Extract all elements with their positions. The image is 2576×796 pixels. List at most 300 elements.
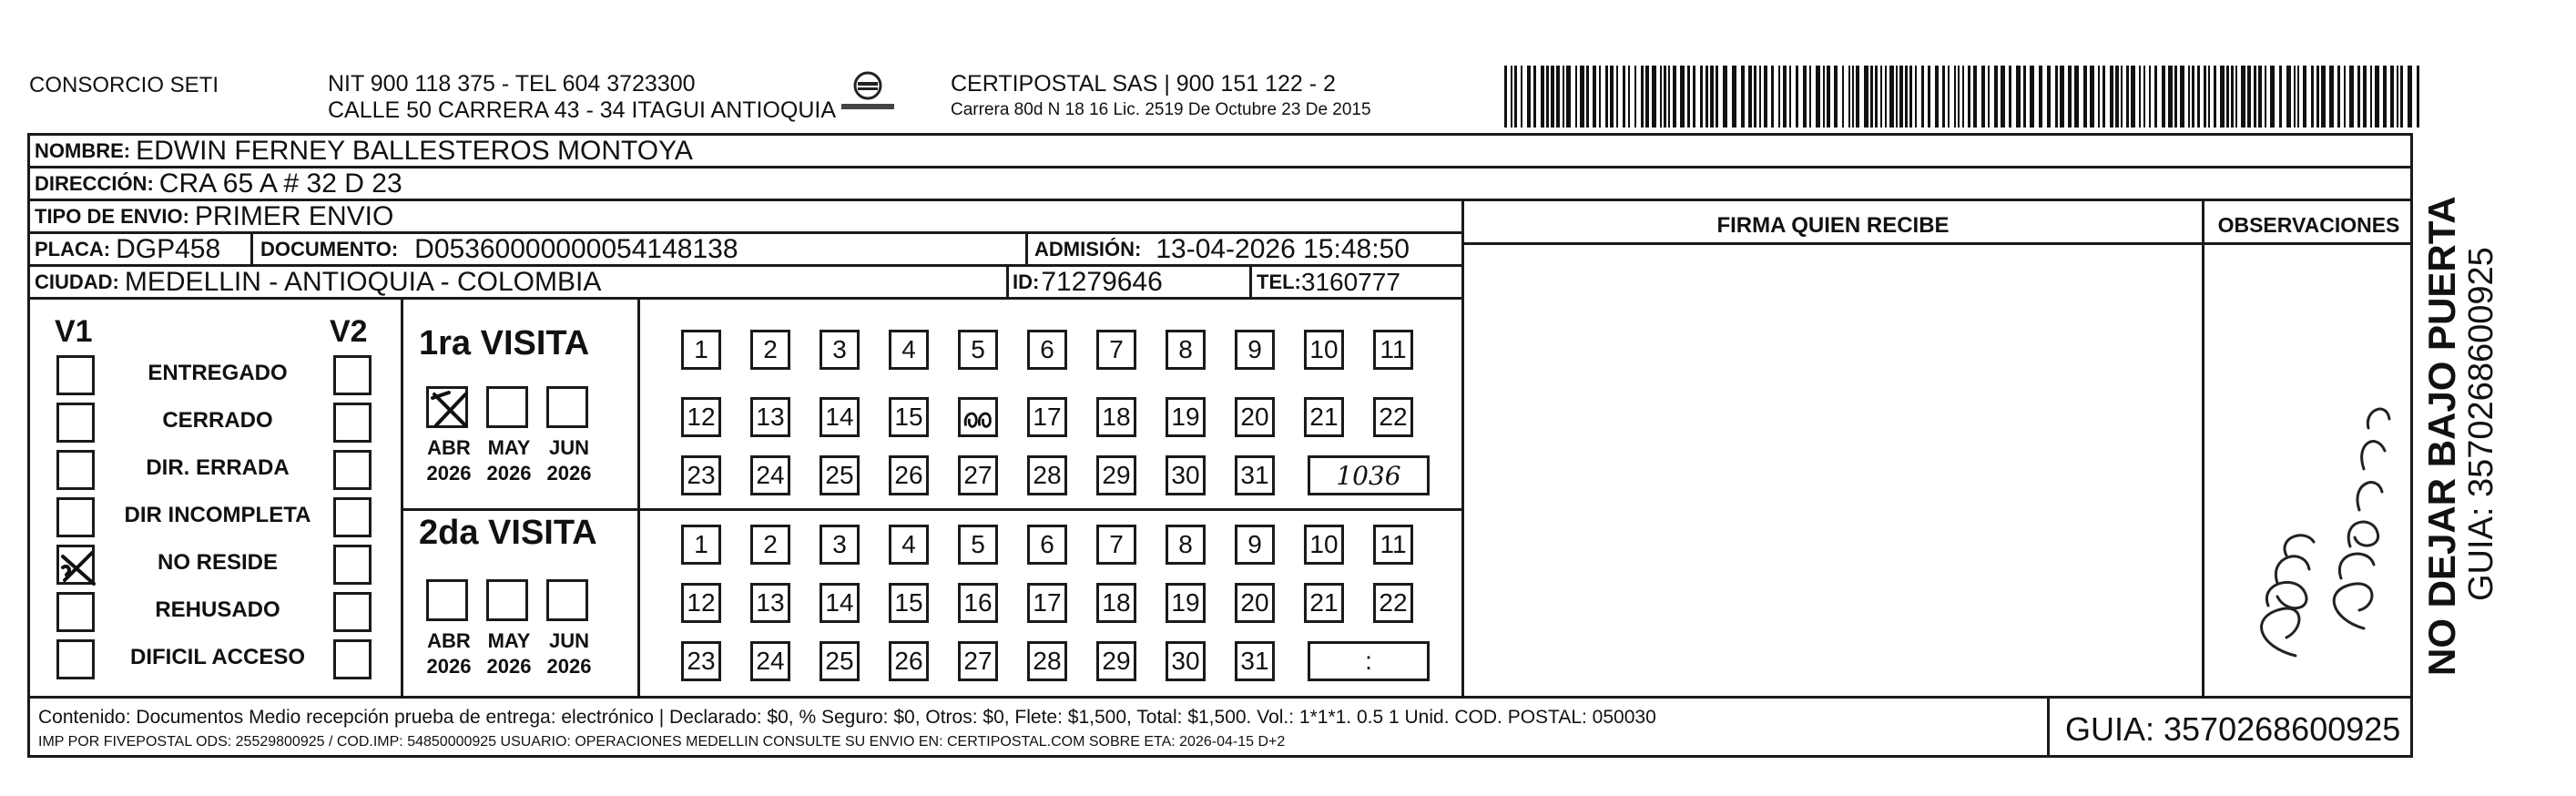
- license-line: Carrera 80d N 18 16 Lic. 2519 De Octubre 23 De 2015: [951, 100, 1371, 119]
- first-visit-day-box[interactable]: 3: [820, 330, 860, 370]
- barcode-bar: [1593, 66, 1596, 128]
- second-visit-day-box[interactable]: 19: [1166, 583, 1206, 623]
- barcode-bar: [1796, 66, 1798, 128]
- barcode-bar: [2208, 66, 2210, 128]
- barcode-bar: [1533, 66, 1536, 128]
- barcode-bar: [2016, 66, 2021, 128]
- barcode-bar: [1748, 66, 1752, 128]
- barcode-bar: [2162, 66, 2165, 128]
- year-label: 2026: [486, 462, 532, 485]
- second-visit-day-box[interactable]: 23: [681, 641, 721, 681]
- month-year-label: [419, 435, 479, 486]
- barcode-bar: [2001, 66, 2005, 128]
- barcode-bar: [2009, 66, 2011, 128]
- barcode-bar: [1610, 66, 1614, 128]
- barcode-bar: [2055, 66, 2058, 128]
- status-label: CERRADO: [162, 408, 273, 433]
- tipo-label: TIPO DE ENVIO:: [35, 205, 189, 228]
- day-mark-icon: [961, 399, 995, 435]
- first-visit-day-box[interactable]: 11: [1373, 330, 1413, 370]
- first-visit-title: 1ra VISITA: [419, 324, 590, 362]
- barcode-bar: [2286, 66, 2291, 128]
- barcode-bar: [1527, 66, 1531, 128]
- first-visit-month-checkbox[interactable]: [426, 386, 468, 428]
- second-visit-day-box[interactable]: 24: [750, 641, 790, 681]
- first-visit-day-box[interactable]: 20: [1235, 397, 1275, 437]
- barcode-bar: [2297, 66, 2299, 128]
- barcode-bar: [2115, 66, 2119, 128]
- barcode-bar: [1928, 66, 1930, 128]
- barcode-bar: [1885, 66, 1887, 128]
- status-v1-checkbox[interactable]: [56, 355, 95, 395]
- barcode-bar: [1705, 66, 1708, 128]
- barcode-bar: [1789, 66, 1791, 128]
- first-visit-day-box[interactable]: [958, 397, 998, 437]
- barcode-bar: [2098, 66, 2100, 128]
- barcode-bar: [1551, 66, 1554, 128]
- no-dejar-bajo-puerta: NO DEJAR BAJO PUERTA: [2420, 196, 2463, 676]
- barcode-bar: [1948, 66, 1950, 128]
- barcode-bar: [1664, 66, 1666, 128]
- barcode-bar: [1834, 66, 1838, 128]
- status-v1-checkbox[interactable]: [56, 592, 95, 632]
- second-visit-day-box[interactable]: 21: [1304, 583, 1344, 623]
- second-visit-day-box[interactable]: 15: [889, 583, 929, 623]
- barcode-bar: [1668, 66, 1670, 128]
- status-label: DIFICIL ACCESO: [129, 645, 305, 669]
- barcode-bar: [1842, 66, 1844, 128]
- direccion-label: DIRECCIÓN:: [35, 172, 154, 195]
- barcode-bar: [1994, 66, 1998, 128]
- barcode-bar: [1856, 66, 1859, 128]
- status-v2-checkbox[interactable]: [333, 450, 372, 490]
- status-label: ENTREGADO: [148, 361, 288, 385]
- tipo-value: PRIMER ENVIO: [194, 201, 394, 231]
- second-visit-title: 2da VISITA: [419, 514, 597, 552]
- barcode-bar: [2303, 66, 2306, 128]
- barcode-bar: [2363, 66, 2367, 128]
- status-v2-checkbox[interactable]: [333, 355, 372, 395]
- id-cell: [1013, 266, 1163, 299]
- first-visit-day-box[interactable]: 8: [1166, 330, 1206, 370]
- barcode-bar: [1875, 66, 1878, 128]
- admision-label: ADMISIÓN:: [1034, 238, 1142, 260]
- first-visit-day-box[interactable]: 1: [681, 330, 721, 370]
- barcode-bar: [2321, 66, 2326, 128]
- barcode-bar: [2258, 66, 2262, 128]
- direccion-row: [35, 168, 402, 200]
- admision-value: 13-04-2026 15:48:50: [1156, 234, 1410, 264]
- tel-value: 3160777: [1300, 268, 1400, 296]
- second-visit-day-box[interactable]: 4: [889, 525, 929, 565]
- barcode-bar: [2126, 66, 2129, 128]
- barcode-bar: [1759, 66, 1761, 128]
- barcode-bar: [1599, 66, 1601, 128]
- month-year-label: [539, 628, 599, 679]
- barcode-bar: [1783, 66, 1787, 128]
- second-visit-day-box[interactable]: 8: [1166, 525, 1206, 565]
- barcode-bar: [2337, 66, 2340, 128]
- nit-line: NIT 900 118 375 - TEL 604 3723300: [328, 71, 696, 97]
- first-visit-day-box[interactable]: 14: [820, 397, 860, 437]
- barcode-bar: [1586, 66, 1589, 128]
- barcode-bar: [1566, 66, 1571, 128]
- second-visit-day-box[interactable]: 31: [1235, 641, 1275, 681]
- second-visit-day-box[interactable]: 6: [1027, 525, 1067, 565]
- barcode-bar: [1852, 66, 1854, 128]
- barcode: [1504, 66, 2433, 128]
- barcode-bar: [2408, 66, 2412, 128]
- barcode-bar: [2235, 66, 2237, 128]
- barcode-bar: [2149, 66, 2151, 128]
- second-visit-day-box[interactable]: 1: [681, 525, 721, 565]
- tipo-row: [35, 200, 393, 233]
- barcode-bar: [1645, 66, 1649, 128]
- firma-label: FIRMA QUIEN RECIBE: [1716, 213, 1950, 238]
- barcode-bar: [2192, 66, 2194, 128]
- barcode-bar: [2254, 66, 2256, 128]
- barcode-bar: [2168, 66, 2173, 128]
- second-visit-day-box[interactable]: 9: [1235, 525, 1275, 565]
- status-label: REHUSADO: [155, 597, 280, 622]
- status-v1-checkbox[interactable]: [56, 497, 95, 537]
- second-visit-day-box[interactable]: 12: [681, 583, 721, 623]
- barcode-bar: [2023, 66, 2026, 128]
- second-visit-day-box[interactable]: 20: [1235, 583, 1275, 623]
- barcode-bar: [2090, 66, 2094, 128]
- company-name: CONSORCIO SETI: [29, 73, 219, 97]
- observaciones-label: OBSERVACIONES: [2217, 213, 2400, 237]
- month-year-label: [479, 435, 539, 486]
- year-label: 2026: [546, 462, 592, 485]
- barcode-bar: [1716, 66, 1718, 128]
- barcode-bar: [1764, 66, 1767, 128]
- ciudad-value: MEDELLIN - ANTIOQUIA - COLOMBIA: [124, 267, 602, 297]
- barcode-bar: [2329, 66, 2334, 128]
- first-visit-time-box[interactable]: 1036: [1308, 455, 1430, 495]
- barcode-bar: [1954, 66, 1956, 128]
- barcode-bar: [1754, 66, 1756, 128]
- barcode-bar: [1521, 66, 1522, 128]
- barcode-bar: [1816, 66, 1820, 128]
- barcode-bar: [2417, 66, 2419, 128]
- barcode-bar: [1962, 66, 1964, 128]
- id-label: ID:: [1013, 270, 1040, 293]
- second-visit-day-box[interactable]: 16: [958, 583, 998, 623]
- check-mark-icon: [59, 547, 97, 587]
- second-visit-day-box[interactable]: 26: [889, 641, 929, 681]
- first-visit-day-box[interactable]: 17: [1027, 397, 1067, 437]
- status-v2-checkbox[interactable]: [333, 592, 372, 632]
- barcode-bar: [2226, 66, 2229, 128]
- barcode-bar: [1514, 66, 1517, 128]
- month-year-label: [419, 628, 479, 679]
- barcode-bar: [2344, 66, 2346, 128]
- year-label: 2026: [426, 462, 472, 485]
- nombre-value: EDWIN FERNEY BALLESTEROS MONTOYA: [136, 136, 693, 166]
- barcode-bar: [1641, 66, 1644, 128]
- barcode-bar: [2103, 66, 2105, 128]
- second-visit-day-box[interactable]: 17: [1027, 583, 1067, 623]
- status-v2-checkbox[interactable]: [333, 639, 372, 679]
- footer-contenido: Contenido: Documentos Medio recepción prueba de entrega: electrónico | Declarado: $0, % Seguro: $0, Otros: $0, Flete: $1,500, Total: $1,500. Vol.: 1*1*1. 0.5 1 Unid. COD. POSTAL: 050030: [38, 707, 1656, 728]
- barcode-bar: [1823, 66, 1825, 128]
- barcode-bar: [1741, 66, 1745, 128]
- status-v1-checkbox[interactable]: [56, 403, 95, 443]
- barcode-bar: [1673, 66, 1676, 128]
- barcode-bar: [1935, 66, 1939, 128]
- status-v2-checkbox[interactable]: [333, 497, 372, 537]
- barcode-bar: [1546, 66, 1549, 128]
- barcode-bar: [2231, 66, 2234, 128]
- v1-label: V1: [55, 314, 93, 349]
- second-visit-day-box[interactable]: 18: [1096, 583, 1136, 623]
- barcode-bar: [2068, 66, 2072, 128]
- first-visit-day-box[interactable]: 7: [1096, 330, 1136, 370]
- first-visit-day-box[interactable]: 21: [1304, 397, 1344, 437]
- barcode-bar: [2265, 66, 2266, 128]
- barcode-bar: [1909, 66, 1912, 128]
- barcode-bar: [1541, 66, 1544, 128]
- barcode-bar: [1723, 66, 1727, 128]
- barcode-bar: [2060, 66, 2064, 128]
- placa-label: PLACA:: [35, 238, 111, 260]
- status-v1-checkbox[interactable]: [56, 639, 95, 679]
- barcode-bar: [2397, 66, 2398, 128]
- barcode-bar: [1958, 66, 1960, 128]
- barcode-bar: [2030, 66, 2034, 128]
- status-v2-checkbox[interactable]: [333, 545, 372, 585]
- second-visit-day-box[interactable]: 14: [820, 583, 860, 623]
- barcode-bar: [1732, 66, 1736, 128]
- nombre-row: [35, 135, 693, 168]
- barcode-bar: [2383, 66, 2387, 128]
- barcode-bar: [1880, 66, 1882, 128]
- second-visit-day-box[interactable]: 28: [1027, 641, 1067, 681]
- month-label: JUN: [548, 629, 589, 652]
- second-visit-day-box[interactable]: 7: [1096, 525, 1136, 565]
- first-visit-day-box[interactable]: 28: [1027, 455, 1067, 495]
- barcode-bar: [1511, 66, 1512, 128]
- second-visit-day-box[interactable]: 25: [820, 641, 860, 681]
- barcode-bar: [2375, 66, 2379, 128]
- barcode-bar: [2370, 66, 2372, 128]
- barcode-bar: [2180, 66, 2184, 128]
- barcode-bar: [1899, 66, 1903, 128]
- month-year-label: [539, 435, 599, 486]
- certipostal-logo: [836, 69, 900, 117]
- barcode-bar: [1693, 66, 1695, 128]
- barcode-bar: [2270, 66, 2275, 128]
- first-visit-day-box[interactable]: 15: [889, 397, 929, 437]
- barcode-bar: [2400, 66, 2403, 128]
- second-visit-month-checkbox[interactable]: [426, 579, 468, 621]
- barcode-bar: [1896, 66, 1898, 128]
- barcode-bar: [1605, 66, 1608, 128]
- cross-mark-icon: [429, 389, 471, 431]
- barcode-bar: [2039, 66, 2042, 128]
- barcode-bar: [1864, 66, 1868, 128]
- tel-cell: [1257, 266, 1400, 299]
- status-v1-checkbox[interactable]: [56, 545, 95, 585]
- barcode-bar: [2174, 66, 2177, 128]
- year-label: 2026: [486, 655, 532, 678]
- tel-label: TEL:: [1257, 270, 1301, 293]
- barcode-bar: [1652, 66, 1656, 128]
- barcode-bar: [1634, 66, 1636, 128]
- barcode-bar: [1687, 66, 1690, 128]
- first-visit-day-box[interactable]: 23: [681, 455, 721, 495]
- observaciones-handwriting: [2204, 246, 2413, 696]
- barcode-bar: [1968, 66, 1970, 128]
- address-line: CALLE 50 CARRERA 43 - 34 ITAGUI ANTIOQUIA: [328, 97, 837, 123]
- status-v1-checkbox[interactable]: [56, 450, 95, 490]
- barcode-bar: [1848, 66, 1850, 128]
- documento-cell: [260, 233, 738, 266]
- carrier-line: CERTIPOSTAL SAS | 900 151 122 - 2: [951, 71, 1336, 97]
- status-label: NO RESIDE: [157, 550, 279, 575]
- barcode-bar: [1942, 66, 1945, 128]
- barcode-bar: [2316, 66, 2319, 128]
- barcode-bar: [2357, 66, 2360, 128]
- status-label: DIR. ERRADA: [146, 455, 290, 480]
- barcode-bar: [2110, 66, 2113, 128]
- status-v2-checkbox[interactable]: [333, 403, 372, 443]
- documento-label: DOCUMENTO:: [260, 238, 399, 260]
- barcode-bar: [2311, 66, 2314, 128]
- footer-imp-line: IMP POR FIVEPOSTAL ODS: 25529800925 / COD.IMP: 54850000925 USUARIO: OPERACIONES MEDELLIN CONSULTE SU ENVIO EN: CERTIPOSTAL.COM SOBRE ETA: 2026-04-15 D+2: [38, 734, 1286, 750]
- first-visit-month-checkbox[interactable]: [486, 386, 528, 428]
- placa-cell: [35, 233, 220, 266]
- second-visit-month-checkbox[interactable]: [546, 579, 588, 621]
- first-visit-day-box[interactable]: 5: [958, 330, 998, 370]
- first-visit-day-box[interactable]: 29: [1096, 455, 1136, 495]
- barcode-bar: [2204, 66, 2206, 128]
- first-visit-month-checkbox[interactable]: [546, 386, 588, 428]
- barcode-bar: [1809, 66, 1811, 128]
- year-label: 2026: [546, 655, 592, 678]
- month-label: ABR: [427, 436, 471, 459]
- month-label: MAY: [487, 629, 531, 652]
- second-visit-day-box[interactable]: 30: [1166, 641, 1206, 681]
- second-visit-month-checkbox[interactable]: [486, 579, 528, 621]
- first-visit-day-box[interactable]: 24: [750, 455, 790, 495]
- barcode-bar: [1680, 66, 1685, 128]
- first-visit-day-box[interactable]: 31: [1235, 455, 1275, 495]
- second-visit-day-box[interactable]: 2: [750, 525, 790, 565]
- barcode-bar: [2121, 66, 2123, 128]
- footer-guia: GUIA: 3570268600925: [2065, 710, 2401, 748]
- barcode-bar: [2074, 66, 2079, 128]
- first-visit-day-box[interactable]: 10: [1304, 330, 1344, 370]
- placa-value: DGP458: [116, 234, 221, 264]
- barcode-bar: [1660, 66, 1662, 128]
- year-label: 2026: [426, 655, 472, 678]
- barcode-bar: [1915, 66, 1917, 128]
- second-visit-day-box[interactable]: 11: [1373, 525, 1413, 565]
- barcode-bar: [1981, 66, 1985, 128]
- admision-cell: [1034, 233, 1410, 266]
- barcode-bar: [2220, 66, 2225, 128]
- first-visit-day-box[interactable]: 27: [958, 455, 998, 495]
- barcode-bar: [2154, 66, 2157, 128]
- barcode-bar: [1575, 66, 1577, 128]
- nombre-label: NOMBRE:: [35, 139, 131, 162]
- first-visit-day-box[interactable]: 26: [889, 455, 929, 495]
- barcode-bar: [2139, 66, 2141, 128]
- barcode-bar: [2279, 66, 2282, 128]
- barcode-bar: [2390, 66, 2394, 128]
- barcode-bar: [2188, 66, 2190, 128]
- barcode-bar: [1870, 66, 1873, 128]
- barcode-bar: [1710, 66, 1714, 128]
- barcode-bar: [2214, 66, 2216, 128]
- barcode-bar: [1616, 66, 1618, 128]
- first-visit-day-box[interactable]: 18: [1096, 397, 1136, 437]
- second-visit-day-box[interactable]: 5: [958, 525, 998, 565]
- barcode-bar: [1563, 66, 1564, 128]
- barcode-bar: [2349, 66, 2354, 128]
- status-label: DIR INCOMPLETA: [124, 503, 311, 527]
- first-visit-day-box[interactable]: 30: [1166, 455, 1206, 495]
- first-visit-day-box[interactable]: 4: [889, 330, 929, 370]
- barcode-bar: [1889, 66, 1894, 128]
- barcode-bar: [2241, 66, 2245, 128]
- documento-value: D05360000000054148138: [414, 234, 738, 264]
- barcode-bar: [1905, 66, 1908, 128]
- barcode-bar: [2294, 66, 2296, 128]
- second-visit-day-box[interactable]: 27: [958, 641, 998, 681]
- barcode-bar: [1921, 66, 1924, 128]
- second-visit-day-box[interactable]: 10: [1304, 525, 1344, 565]
- first-visit-day-box[interactable]: 19: [1166, 397, 1206, 437]
- first-visit-day-box[interactable]: 22: [1373, 397, 1413, 437]
- second-visit-day-box[interactable]: 3: [820, 525, 860, 565]
- month-label: ABR: [427, 629, 471, 652]
- barcode-bar: [2131, 66, 2135, 128]
- signature-area[interactable]: [1464, 246, 2202, 696]
- first-visit-day-box[interactable]: 12: [681, 397, 721, 437]
- barcode-bar: [1778, 66, 1780, 128]
- barcode-bar: [1771, 66, 1774, 128]
- second-visit-day-box[interactable]: 22: [1373, 583, 1413, 623]
- ciudad-cell: [35, 266, 601, 299]
- side-guia: GUIA: 3570268600925: [2462, 247, 2500, 601]
- first-visit-day-box[interactable]: 2: [750, 330, 790, 370]
- id-value: 71279646: [1041, 267, 1163, 297]
- barcode-bar: [1988, 66, 1990, 128]
- barcode-bar: [1700, 66, 1703, 128]
- second-visit-time-box[interactable]: :: [1308, 641, 1430, 681]
- barcode-bar: [2143, 66, 2145, 128]
- barcode-bar: [2047, 66, 2051, 128]
- first-visit-day-box[interactable]: 25: [820, 455, 860, 495]
- first-visit-day-box[interactable]: 13: [750, 397, 790, 437]
- barcode-bar: [1827, 66, 1830, 128]
- barcode-bar: [1803, 66, 1807, 128]
- v2-label: V2: [330, 314, 368, 349]
- second-visit-day-box[interactable]: 13: [750, 583, 790, 623]
- month-year-label: [479, 628, 539, 679]
- barcode-bar: [1628, 66, 1630, 128]
- direccion-value: CRA 65 A # 32 D 23: [158, 168, 402, 199]
- second-visit-day-box[interactable]: 29: [1096, 641, 1136, 681]
- barcode-bar: [1580, 66, 1584, 128]
- barcode-bar: [2197, 66, 2200, 128]
- ciudad-label: CIUDAD:: [35, 270, 119, 293]
- first-visit-day-box[interactable]: 6: [1027, 330, 1067, 370]
- first-visit-day-box[interactable]: 9: [1235, 330, 1275, 370]
